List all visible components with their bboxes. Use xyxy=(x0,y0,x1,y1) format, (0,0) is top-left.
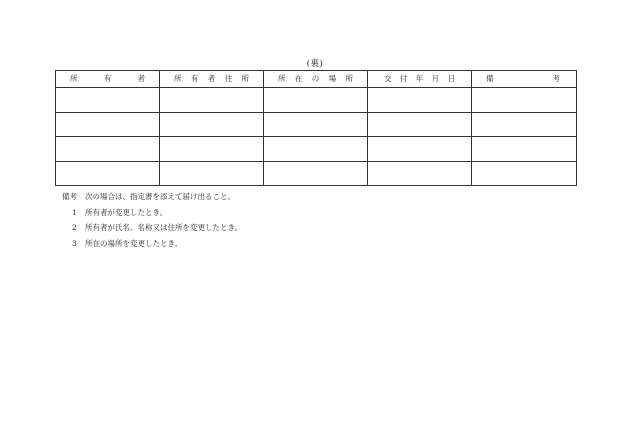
table-cell-remarks[interactable] xyxy=(472,88,577,113)
remarks-notes xyxy=(62,189,242,251)
header-owner: 所 有 者 xyxy=(56,71,160,88)
table-cell-owner[interactable] xyxy=(56,161,160,186)
table-cell-remarks[interactable] xyxy=(472,161,577,186)
table-row xyxy=(56,137,577,162)
table-cell-remarks[interactable] xyxy=(472,112,577,137)
note-item-number: 1 xyxy=(72,207,77,217)
table-cell-owner[interactable] xyxy=(56,137,160,162)
note-item xyxy=(62,236,242,252)
note-item-text: 所有者が氏名、名称又は住所を変更したとき。 xyxy=(85,223,243,232)
header-location: 所 在 の 場 所 xyxy=(264,71,368,88)
header-remarks: 備 考 xyxy=(472,71,577,88)
table-cell-owner[interactable] xyxy=(56,88,160,113)
table-cell-owner-address[interactable] xyxy=(160,137,264,162)
table-cell-location[interactable] xyxy=(264,88,368,113)
notes-label: 備考 xyxy=(62,192,77,201)
header-owner-address: 所 有 者 住 所 xyxy=(160,71,264,88)
table-cell-owner-address[interactable] xyxy=(160,88,264,113)
table-cell-owner-address[interactable] xyxy=(160,112,264,137)
table-cell-owner-address[interactable] xyxy=(160,161,264,186)
table-row xyxy=(56,161,577,186)
table-header-row xyxy=(56,71,577,88)
table-cell-issue-date[interactable] xyxy=(368,112,472,137)
table-cell-location[interactable] xyxy=(264,112,368,137)
note-item-number: 2 xyxy=(72,223,77,232)
table-cell-remarks[interactable] xyxy=(472,137,577,162)
note-item xyxy=(62,205,242,221)
notes-intro-line xyxy=(62,189,242,205)
table-row xyxy=(56,88,577,113)
notes-intro: 次の場合は、指定書を添えて届け出ること。 xyxy=(85,192,235,201)
note-item-text: 所在の場所を変更したとき。 xyxy=(85,238,183,248)
header-issue-date: 交 付 年 月 日 xyxy=(368,71,472,88)
note-item-number: 3 xyxy=(72,238,77,248)
table-cell-owner[interactable] xyxy=(56,112,160,137)
table-cell-location[interactable] xyxy=(264,161,368,186)
page-side-label: (裏) xyxy=(306,59,324,69)
table-cell-issue-date[interactable] xyxy=(368,88,472,113)
register-table xyxy=(55,70,577,186)
table-cell-location[interactable] xyxy=(264,137,368,162)
note-item-text: 所有者が変更したとき。 xyxy=(85,207,168,217)
table-cell-issue-date[interactable] xyxy=(368,137,472,162)
table-row xyxy=(56,112,577,137)
note-item xyxy=(62,220,242,236)
table-cell-issue-date[interactable] xyxy=(368,161,472,186)
